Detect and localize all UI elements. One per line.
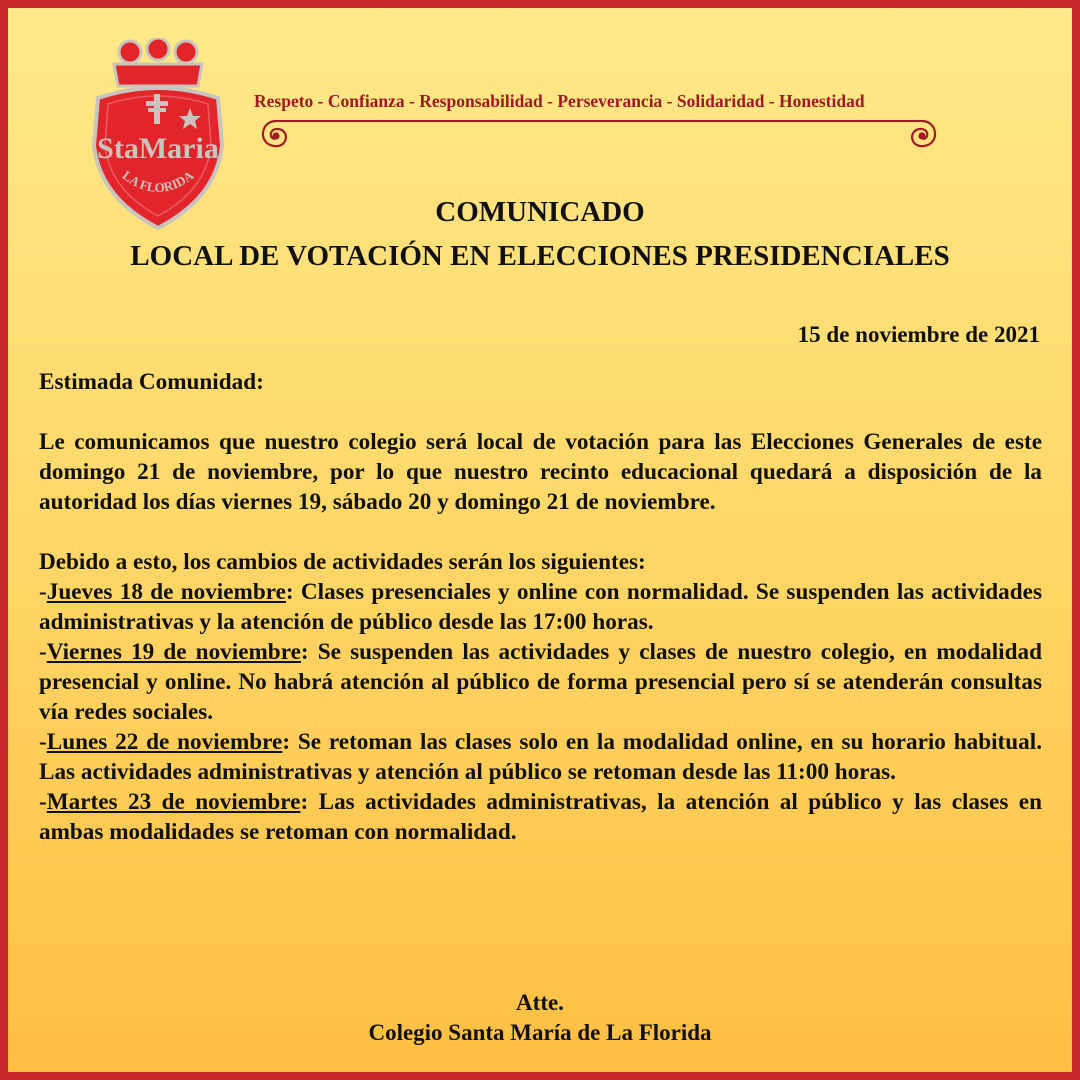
item-text: : Clases presenciales y online con normalidad. Se suspenden las actividades administrativas y la atención de público desde las 17:00 horas. [39, 579, 1042, 635]
item-day: Viernes 19 de noviembre [46, 639, 301, 665]
list-item: -Lunes 22 de noviembre: Se retoman las clases solo en la modalidad online, en su horario habitual. Las actividades administrativas y atención al público se retoman desde las 11:00 horas. [39, 729, 1042, 785]
item-day: Jueves 18 de noviembre [46, 579, 286, 605]
title-comunicado: COMUNICADO [435, 196, 645, 228]
school-signature: Colegio Santa María de La Florida [368, 1020, 712, 1045]
ornament-divider [254, 116, 944, 154]
logo-name: StaMaria [97, 132, 219, 165]
closing: Atte. [516, 990, 564, 1015]
item-text: : Las actividades administrativas, la atención al público y las clases en ambas modalidades se retoman con normalidad. [39, 789, 1042, 845]
list-item: -Martes 23 de noviembre: Las actividades administrativas, la atención al público y las clases en ambas modalidades se retoman con normalidad. [39, 789, 1042, 845]
changes-intro: Debido a esto, los cambios de actividades serán los siguientes: [39, 549, 646, 575]
item-text: : Se retoman las clases solo en la modalidad online, en su horario habitual. Las actividades administrativas y atención al público se retoman desde las 11:00 horas. [39, 729, 1042, 785]
spiral-left-icon [263, 121, 286, 146]
values-line: Respeto - Confianza - Responsabilidad - Perseverancia - Solidaridad - Honestidad [254, 91, 865, 111]
letter-body [39, 367, 1042, 847]
list-item: -Viernes 19 de noviembre: Se suspenden las actividades y clases de nuestro colegio, en modalidad presencial y online. No habrá atención al público de forma presencial pero sí se atenderán consultas vía redes sociales. [39, 639, 1042, 725]
item-day: Lunes 22 de noviembre [46, 729, 283, 755]
item-text: : Se suspenden las actividades y clases de nuestro colegio, en modalidad presencial y online. No habrá atención al público de forma presencial pero sí se atenderán consultas vía redes sociales. [39, 639, 1042, 725]
item-day: Martes 23 de noviembre [46, 789, 301, 815]
greeting: Estimada Comunidad: [39, 369, 264, 395]
logo-subtitle: LA FLORIDA [119, 167, 197, 196]
spiral-right-icon [912, 121, 935, 146]
date: 15 de noviembre de 2021 [797, 322, 1040, 347]
title-subject: LOCAL DE VOTACIÓN EN ELECCIONES PRESIDENCIALES [130, 240, 950, 272]
intro-paragraph: Le comunicamos que nuestro colegio será local de votación para las Elecciones Generales de este domingo 21 de noviembre, por lo que nuestro recinto educacional quedará a disposición de la autoridad los días viernes 19, sábado 20 y domingo 21 de noviembre. [39, 429, 1042, 515]
crown-icon [114, 38, 202, 86]
list-item: -Jueves 18 de noviembre: Clases presenciales y online con normalidad. Se suspenden las actividades administrativas y la atención de público desde las 17:00 horas. [39, 579, 1042, 635]
